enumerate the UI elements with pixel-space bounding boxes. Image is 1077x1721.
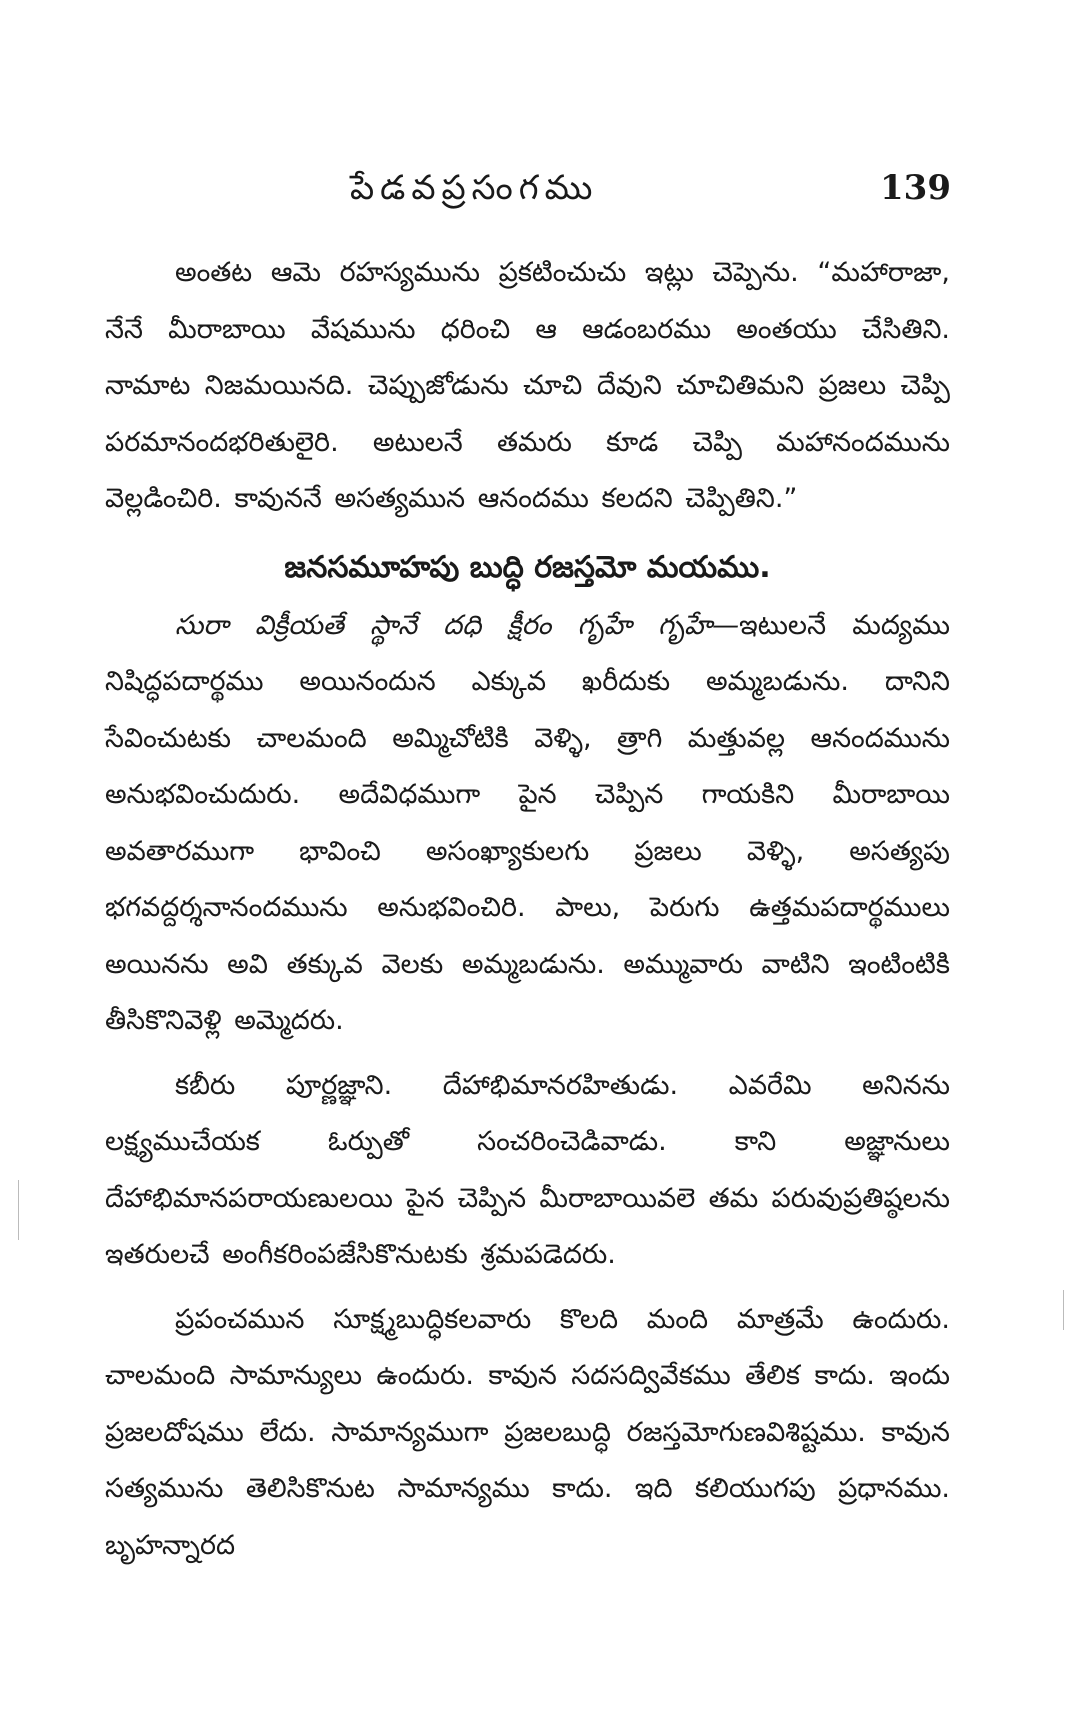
page-body: [105, 245, 950, 1574]
paragraph-4: ప్రపంచమున సూక్ష్మబుద్ధికలవారు కొలది మంది మాత్రమే ఉందురు. చాలమంది సామాన్యులు ఉందురు. కావున సదసద్వివేకము తేలిక కాదు. ఇందు ప్రజలదోషము లేదు. సామాన్యముగా ప్రజలబుద్ధి రజస్తమోగుణవిశిష్టము. కావున సత్యమును తెలిసికొనుట సామాన్యము కాదు. ఇది కలియుగపు ప్రధానము. బృహన్నారద: [105, 1303, 950, 1561]
running-title: పేడవప్రసంగము: [350, 168, 599, 208]
paragraph-2-text: ఇటులనే మద్యము నిషిద్ధపదార్థము అయినందున ఎక్కువ ఖరీదుకు అమ్మబడును. దానిని సేవించుటకు చాలమంది అమ్మిచోటికి వెళ్ళి, త్రాగి మత్తువల్ల ఆనందమును అనుభవించుదురు. అదేవిధముగా పైన చెప్పిన గాయకిని మీరాబాయి అవతారముగా భావించి అసంఖ్యాకులగు ప్రజలు వెళ్ళి, అసత్యపు భగవద్దర్శనానందమును అనుభవించిరి. పాలు, పెరుగు ఉత్తమపదార్థములు అయినను అవి తక్కువ వెలకు అమ్మబడును. అమ్మువారు వాటిని ఇంటింటికి తీసికొనివెళ్లి అమ్మెదరు.: [105, 609, 950, 1036]
paragraph-2: [105, 598, 950, 1050]
page-header: [0, 168, 1077, 218]
scan-artifact-line: [18, 1180, 19, 1240]
paragraph-3: కబీరు పూర్ణజ్ఞాని. దేహాభిమానరహితుడు. ఎవరేమి అనినను లక్ష్యముచేయక ఓర్పుతో సంచరించెడివాడు. కాని అజ్ఞానులు దేహాభిమానపరాయణులయి పైన చెప్పిన మీరాబాయివలె తమ పరువుప్రతిష్ఠలను ఇతరులచే అంగీకరింపజేసికొనుటకు శ్రమపడెదరు.: [105, 1069, 950, 1270]
page-number: 139: [880, 168, 951, 208]
sanskrit-quote: సురా విక్రీయతే స్థానే దధి క్షీరం గృహే గృహే—: [175, 609, 740, 641]
section-heading: జనసమూహపు బుద్ధి రజస్తమో మయము.: [284, 549, 771, 585]
paragraph-1: అంతట ఆమె రహస్యమును ప్రకటించుచు ఇట్లు చెప్పెను. “మహారాజా, నేనే మీరాబాయి వేషమును ధరించి ఆ ఆడంబరము అంతయు చేసితిని. నామాట నిజమయినది. చెప్పుజోడును చూచి దేవుని చూచితిమని ప్రజలు చెప్పి పరమానందభరితులైరి. అటులనే తమరు కూడ చెప్పి మహానందమును వెల్లడించిరి. కావుననే అసత్యమున ఆనందము కలదని చెప్పితిని.”: [105, 257, 950, 514]
scan-artifact-line: [1063, 1290, 1064, 1330]
